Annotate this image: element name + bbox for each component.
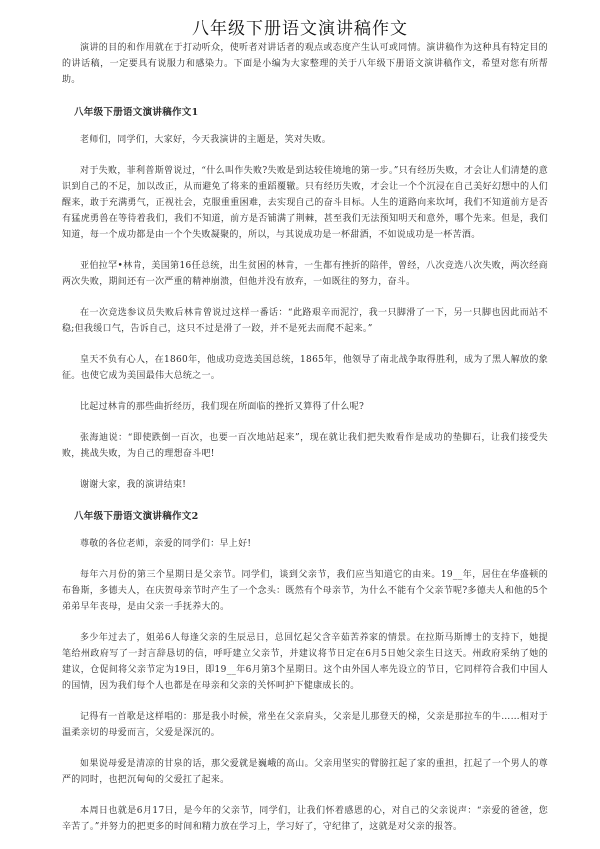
paragraph: 记得有一首歌是这样唱的：那是我小时候，常坐在父亲肩头，父亲是儿那登天的梯，父亲是那拉车的牛……相对于温柔亲切的母爱而言，父爱是深沉的。 [62, 712, 548, 738]
paragraph: 如果说母爱是清凉的甘泉的话，那父爱就是巍峨的高山。父亲用坚实的臂膀扛起了家的重担，扛起了一个男人的尊严的同时，也把沉甸甸的父爱扛了起来。 [62, 759, 548, 785]
paragraph: 张海迪说：“即使跌倒一百次，也要一百次地站起来”，现在就让我们把失败看作是成功的垫脚石，让我们接受失败，挑战失败，为自己的理想奋斗吧! [62, 433, 548, 459]
paragraph: 多少年过去了，姐弟6人每逢父亲的生辰忌日，总回忆起父含辛茹苦养家的情景。在拉斯马斯博士的支持下，她提笔给州政府写了一封言辞恳切的信，呼吁建立父亲节，并建议将节日定在6月5日她父亲生日这天。州政府采纳了她的建议，仓促间将父亲节定为19日，即19__年6月第3个星期日。这个由外国人率先设立的节日，它同样符合我们中国人的国情，因为我们每个人也都是在母亲和父亲的关怀呵护下健康成长的。 [62, 633, 548, 691]
paragraph: 亚伯拉罕•林肯，美国第16任总统，出生贫困的林肯，一生都有挫折的陪伴，曾经，八次竞选八次失败，两次经商两次失败，期间还有一次严重的精神崩溃，但他并没有放弃，一如既往的努力，奋斗。 [62, 261, 548, 287]
paragraph: 每年六月份的第三个星期日是父亲节。同学们，谈到父亲节，我们应当知道它的由来。19__年，居住在华盛顿的布鲁斯，多德夫人，在庆贺母亲节时产生了一个念头：既然有个母亲节，为什么不能有个父亲节呢?多德夫人和他的5个弟弟早年丧母，是由父亲一手抚养大的。 [62, 570, 548, 612]
paragraph: 尊敬的各位老师，亲爱的同学们：早上好! [80, 539, 252, 549]
paragraph: 谢谢大家，我的演讲结束! [80, 480, 187, 490]
intro-paragraph: 演讲的目的和作用就在于打动听众，使听者对讲话者的观点或态度产生认可或同情。演讲稿作为这种具有特定目的的讲话稿，一定要具有说服力和感染力。下面是小编为大家整理的关于八年级下册语文演讲稿作文，希望对您有所帮助。 [62, 43, 548, 85]
section-heading: 八年级下册语文演讲稿作文1 [74, 107, 199, 118]
paragraph: 比起过林肯的那些曲折经历，我们现在所面临的挫折又算得了什么呢? [80, 402, 365, 412]
section-1 [62, 104, 548, 493]
paragraph: 对于失败，菲利普斯曾说过，“什么叫作失败?失败是到达较佳境地的第一步。”只有经历失败，才会让人们清楚的意识到自己的不足，加以改正，从而避免了将来的重蹈覆辙。只有经历失败，才会让一个个沉浸在自己美好幻想中的人们醒来，敢于充满勇气，正视社会，克服重重困难，去实现自己的奋斗目标。人生的道路向来坎坷，我们不知道前方是否有猛虎勇兽在等待着我们，我们不知道，前方是否铺满了荆棘，甚至我们无法预知明天和意外，哪个先来。但是，我们知道，每一个成功都是由一个个失败凝聚的，所以，与其说成功是一杯甜酒，不如说成功是一杯苦酒。 [62, 166, 548, 240]
document-title: 八年级下册语文演讲稿作文 [192, 19, 408, 39]
document-body [62, 40, 548, 847]
section-2 [62, 508, 548, 835]
paragraph: 本周日也就是6月17日，是今年的父亲节，同学们，让我们怀着感恩的心，对自己的父亲说声：“亲爱的爸爸，您辛苦了。”并努力的把更多的时间和精力放在学习上，学习好了，守纪律了，这就是对父亲的报答。 [62, 806, 548, 832]
paragraph: 皇天不负有心人，在1860年，他成功竞选美国总统，1865年，他领导了南北战争取得胜利，成为了黑人解放的象征。也使它成为美国最伟大总统之一。 [62, 355, 548, 381]
section-heading: 八年级下册语文演讲稿作文2 [74, 511, 199, 522]
paragraph: 在一次竞选参议员失败后林肯曾说过这样一番话：“此路艰辛而泥泞，我一只脚滑了一下，另一只脚也因此而站不稳;但我缓口气，告诉自己，这只不过是滑了一跤，并不是死去而爬不起来。” [62, 308, 548, 334]
paragraph: 老师们，同学们，大家好，今天我演讲的主题是，笑对失败。 [80, 135, 332, 145]
